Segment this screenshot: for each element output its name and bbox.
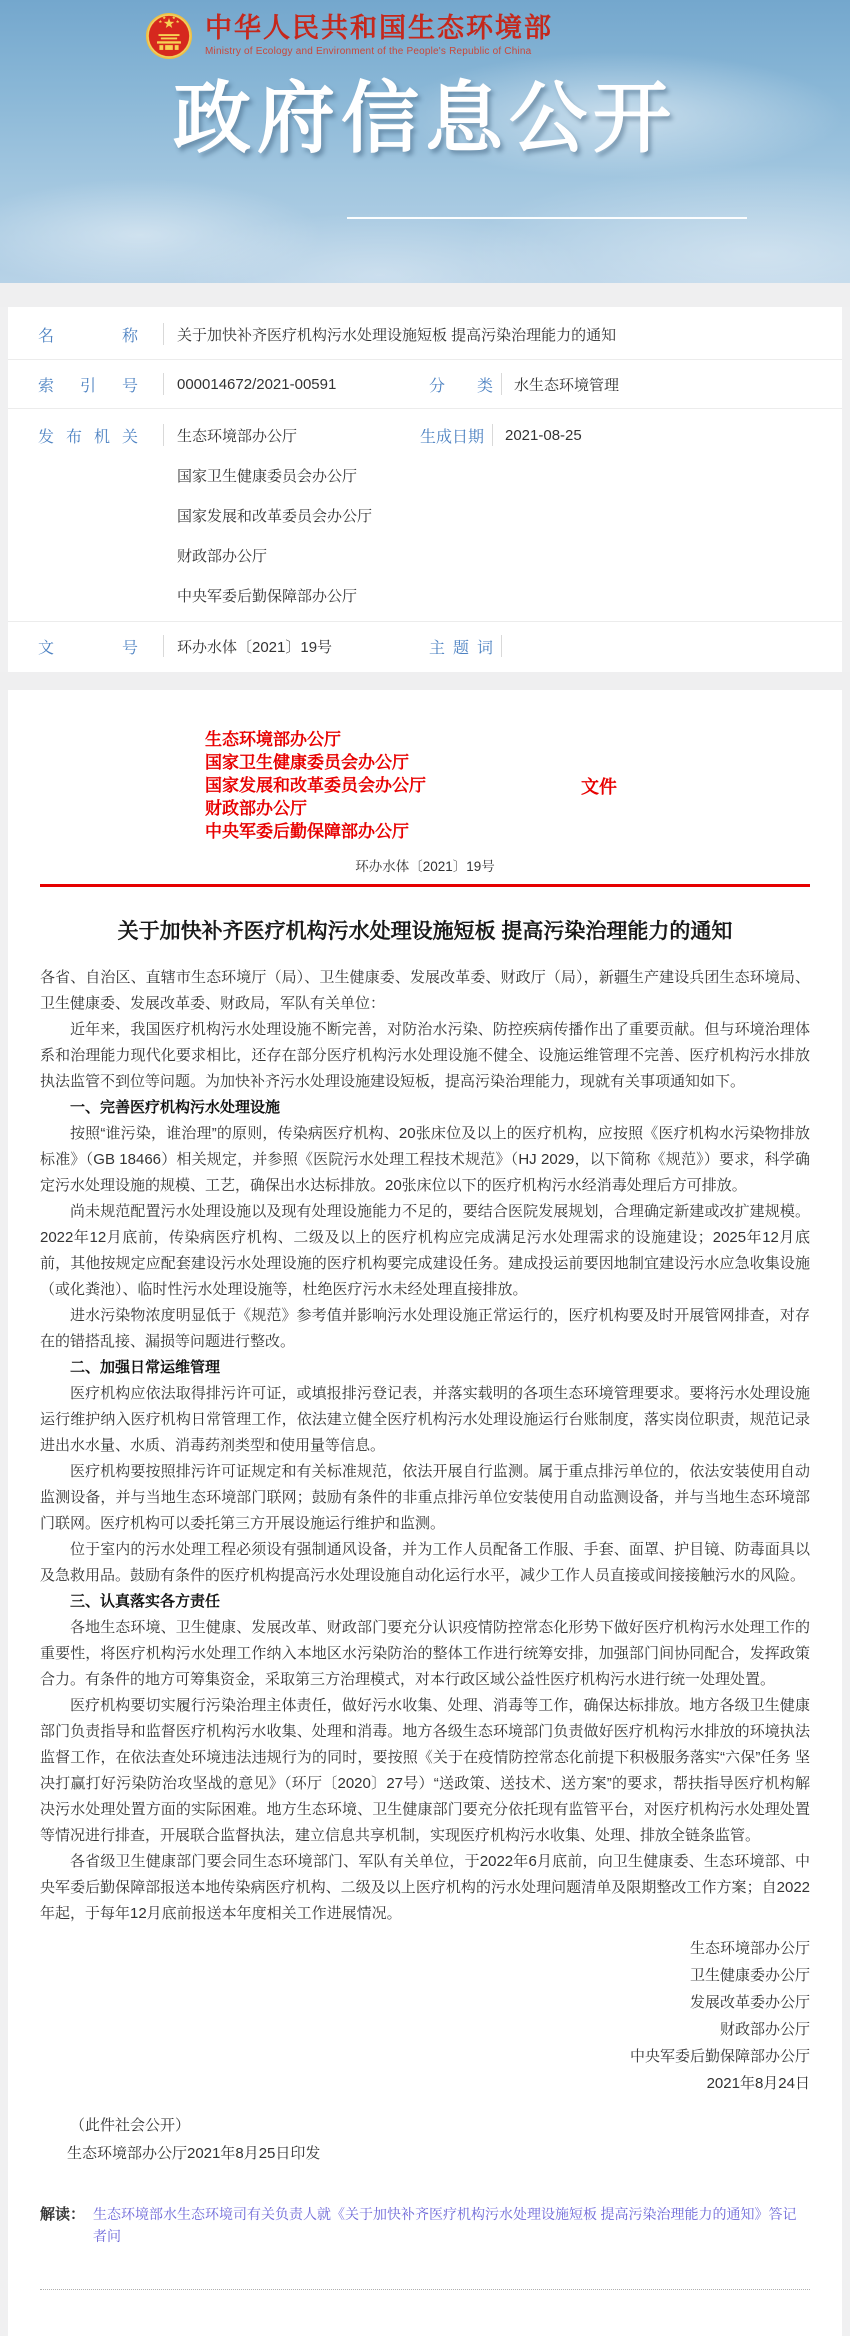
label-separator [163, 373, 164, 395]
divider-strip [0, 283, 850, 307]
issuer-item: 国家卫生健康委员会办公厅 [177, 467, 358, 485]
letterhead-file-word: 文件 [581, 776, 617, 797]
signature-line: 发展改革委办公厅 [689, 1994, 810, 2011]
site-logo[interactable] [145, 12, 553, 60]
letterhead-line: 国家发展和改革委员会办公厅 [205, 776, 426, 795]
divider-strip [0, 672, 850, 690]
document-meta-table [8, 307, 842, 672]
section-heading: 一、完善医疗机构污水处理设施 [70, 1099, 281, 1116]
logo-text [205, 12, 553, 57]
issuer-item: 生态环境部办公厅 [177, 427, 298, 445]
signature-line: 中央军委后勤保障部办公厅 [629, 2048, 810, 2065]
signature-line: 卫生健康委办公厅 [689, 1967, 810, 1984]
meta-label-name: 名称 [38, 327, 138, 345]
doc-paragraph: 按照“谁污染，谁治理”的原则，传染病医疗机构、20张床位及以上的医疗机构，应按照《医疗机构水污染物排放标准》（GB 18466）相关规定，并参照《医院污水处理工程技术规范》（HJ 2029，以下简称《规范》）要求，科学确定污水处理设施的规模、工艺，确保出水达标排放。20张床位以下的医疗机构污水经消毒处理后方可排放。 [40, 1125, 810, 1194]
doc-paragraph: 尚未规范配置污水处理设施以及现有处理设施能力不足的，要结合医院发展规划，合理确定新建或改扩建规模。2022年12月底前，传染病医疗机构、二级及以上的医疗机构应完成满足污水处理需求的设施建设；2025年12月底前，其他按规定应配套建设污水处理设施的医疗机构要完成建设任务。建成投运前要因地制宜建设污水应急收集设施（或化粪池）、临时性污水处理设施等，杜绝医疗污水未经处理直接排放。 [40, 1203, 810, 1298]
label-separator [492, 424, 493, 446]
issuer-item: 国家发展和改革委员会办公厅 [177, 507, 373, 525]
site-banner [0, 0, 850, 283]
meta-label-issuer: 发布机关 [38, 428, 138, 446]
meta-value-docnum: 环办水体〔2021〕19号 [177, 638, 333, 656]
document-body [40, 965, 810, 1927]
signature-date: 2021年8月24日 [706, 2075, 810, 2092]
label-separator [163, 323, 164, 345]
document-title: 关于加快补齐医疗机构污水处理设施短板 提高污染治理能力的通知 [117, 920, 733, 943]
ministry-name-en: Ministry of Ecology and Environment of the People's Republic of China [205, 46, 532, 57]
label-separator [163, 635, 164, 657]
salutation: 各省、自治区、直辖市生态环境厅（局）、卫生健康委、发展改革委、财政厅（局），新疆生产建设兵团生态环境局、卫生健康委、发展改革委、财政局，军队有关单位： [40, 969, 810, 1012]
meta-row-issuer [8, 408, 842, 621]
section-heading: 三、认真落实各方责任 [70, 1593, 221, 1610]
letterhead-line: 国家卫生健康委员会办公厅 [205, 753, 409, 772]
letterhead-agencies [205, 728, 426, 843]
meta-value-index: 000014672/2021-00591 [177, 375, 337, 393]
doc-paragraph: 医疗机构应依法取得排污许可证，或填报排污登记表，并落实载明的各项生态环境管理要求。要将污水处理设施运行维护纳入医疗机构日常管理工作，依法建立健全医疗机构污水处理设施运行台账制度，落实岗位职责，规范记录进出水水量、水质、消毒药剂类型和使用量等信息。 [40, 1385, 810, 1454]
doc-paragraph: 位于室内的污水处理工程必须设有强制通风设备，并为工作人员配备工作服、手套、面罩、护目镜、防毒面具以及急救用品。鼓励有条件的医疗机构提高污水处理设施自动化运行水平，减少工作人员直接或间接接触污水的风险。 [40, 1541, 810, 1584]
issuer-item: 中央军委后勤保障部办公厅 [177, 587, 358, 605]
meta-value-category: 水生态环境管理 [514, 376, 620, 394]
letterhead-line: 财政部办公厅 [205, 799, 307, 818]
interpretation-link[interactable]: 生态环境部水生态环境司有关负责人就《关于加快补齐医疗机构污水处理设施短板 提高污染治理能力的通知》答记者问 [93, 2208, 797, 2245]
meta-label-subject: 主题词 [429, 639, 493, 657]
doc-paragraph: 各地生态环境、卫生健康、发展改革、财政部门要充分认识疫情防控常态化形势下做好医疗机构污水处理工作的重要性，将医疗机构污水处理工作纳入本地区水污染防治的整体工作进行统筹安排，加强部门间协同配合，发挥政策合力。有条件的地方可筹集资金，采取第三方治理模式，对本行政区域公益性医疗机构污水进行统一处理处置。 [40, 1619, 810, 1688]
doc-paragraph: 各省级卫生健康部门要会同生态环境部门、军队有关单位，于2022年6月底前，向卫生健康委、生态环境部、中央军委后勤保障部报送本地传染病医疗机构、二级及以上医疗机构的污水处理问题清单及限期整改工作方案；自2022年起，于每年12月底前报送本年度相关工作进展情况。 [40, 1853, 810, 1922]
section-heading: 二、加强日常运维管理 [70, 1359, 221, 1376]
label-separator [501, 635, 502, 657]
signature-line: 财政部办公厅 [719, 2021, 810, 2038]
ministry-name-cn: 中华人民共和国生态环境部 [205, 13, 553, 43]
interpretation-row [40, 2203, 810, 2249]
meta-row-docnum [8, 621, 842, 670]
meta-label-index: 索引号 [38, 377, 138, 395]
signature-block [40, 1935, 810, 2097]
national-emblem-icon [145, 12, 193, 60]
print-issue-note: 生态环境部办公厅2021年8月25日印发 [67, 2145, 321, 2162]
issuer-item: 财政部办公厅 [177, 547, 268, 565]
document-number: 环办水体〔2021〕19号 [355, 859, 495, 874]
letterhead-line: 中央军委后勤保障部办公厅 [205, 822, 409, 841]
label-separator [501, 373, 502, 395]
page-title: 政府信息公开 [172, 74, 677, 162]
meta-label-docnum: 文号 [38, 639, 138, 657]
banner-underline [347, 217, 747, 219]
meta-value-date: 2021-08-25 [505, 426, 582, 444]
meta-row-name [8, 309, 842, 359]
official-document [8, 690, 842, 2336]
interpretation-label: 解读： [40, 2206, 86, 2223]
meta-row-index [8, 359, 842, 408]
doc-paragraph: 进水污染物浓度明显低于《规范》参考值并影响污水处理设施正常运行的，医疗机构要及时开展管网排查，对存在的错搭乱接、漏损等问题进行整改。 [40, 1307, 810, 1350]
meta-label-date: 生成日期 [420, 428, 485, 446]
meta-value-name: 关于加快补齐医疗机构污水处理设施短板 提高污染治理能力的通知 [177, 326, 617, 344]
letterhead [205, 728, 810, 843]
dotted-divider [40, 2289, 810, 2290]
label-separator [163, 424, 164, 446]
signature-line: 生态环境部办公厅 [689, 1940, 810, 1957]
red-divider-line [40, 884, 810, 887]
meta-label-category: 分类 [429, 377, 493, 395]
doc-paragraph: 医疗机构要切实履行污染治理主体责任，做好污水收集、处理、消毒等工作，确保达标排放。地方各级卫生健康部门负责指导和监督医疗机构污水收集、处理和消毒。地方各级生态环境部门负责做好医疗机构污水排放的环境执法监督工作，在依法查处环境违法违规行为的同时，要按照《关于在疫情防控常态化前提下积极服务落实“六保”任务 坚决打赢打好污染防治攻坚战的意见》（环厅〔2020〕27号）“送政策、送技术、送方案”的要求，帮扶指导医疗机构解决污水处理处置方面的实际困难。地方生态环境、卫生健康部门要充分依托现有监管平台，对医疗机构污水处理处置等情况进行排查，开展联合监督执法，建立信息共享机制，实现医疗机构污水收集、处理、排放全链条监管。 [40, 1697, 810, 1844]
letterhead-line: 生态环境部办公厅 [205, 730, 341, 749]
public-disclosure-note: （此件社会公开） [70, 2117, 191, 2134]
doc-paragraph: 近年来，我国医疗机构污水处理设施不断完善，对防治水污染、防控疾病传播作出了重要贡献。但与环境治理体系和治理能力现代化要求相比，还存在部分医疗机构污水处理设施不健全、设施运维管理不完善、医疗机构污水排放执法监管不到位等问题。为加快补齐污水处理设施建设短板，提高污染治理能力，现就有关事项通知如下。 [40, 1021, 810, 1090]
doc-paragraph: 医疗机构要按照排污许可证规定和有关标准规范，依法开展自行监测。属于重点排污单位的，依法安装使用自动监测设备，并与当地生态环境部门联网；鼓励有条件的非重点排污单位安装使用自动监测设备，并与当地生态环境部门联网。医疗机构可以委托第三方开展设施运行维护和监测。 [40, 1463, 810, 1532]
issuer-list [177, 415, 372, 615]
